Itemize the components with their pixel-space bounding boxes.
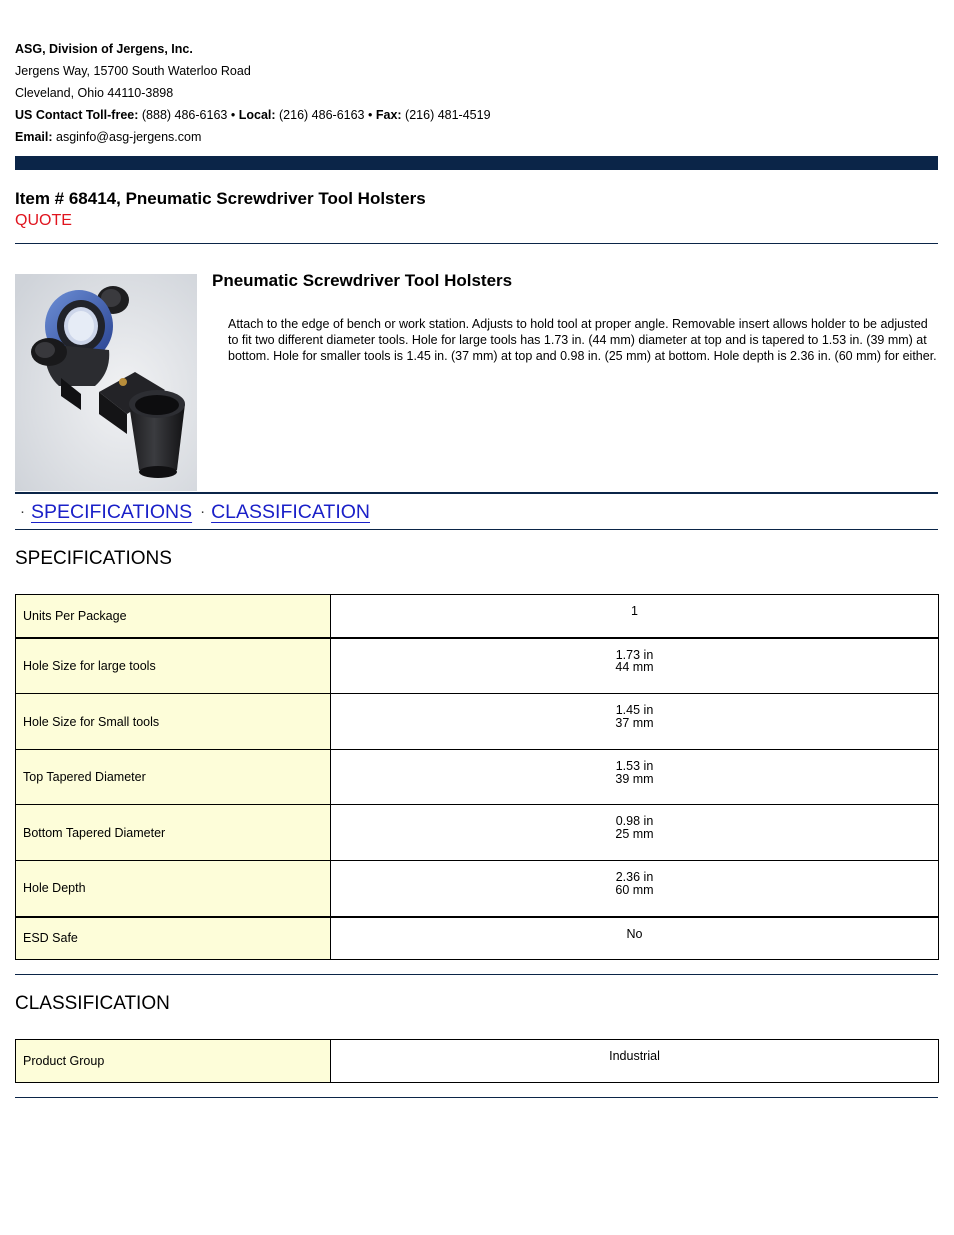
classification-heading: CLASSIFICATION	[15, 993, 170, 1014]
company-email-line	[15, 126, 938, 148]
fax-value: (216) 481-4519	[405, 108, 491, 122]
table-row	[16, 805, 939, 861]
tollfree-value: (888) 486-6163	[141, 108, 228, 122]
specifications-table	[15, 594, 939, 960]
table-row	[16, 1040, 939, 1083]
table-row	[16, 917, 939, 960]
section-nav	[20, 499, 378, 525]
spec-label: Top Tapered Diameter	[16, 750, 331, 805]
nav-bullet: ·	[20, 503, 25, 520]
spec-label: Hole Depth	[16, 861, 331, 917]
spec-value: 1.45 in 37 mm	[331, 694, 939, 750]
spec-value: 1	[331, 595, 939, 638]
local-value: (216) 486-6163	[279, 108, 365, 122]
company-address-line2: Cleveland, Ohio 44110-3898	[15, 86, 174, 100]
spec-label: ESD Safe	[16, 917, 331, 960]
table-row	[16, 694, 939, 750]
company-address-line1: Jergens Way, 15700 South Waterloo Road	[15, 64, 251, 78]
table-row	[16, 861, 939, 917]
classification-value: Industrial	[331, 1040, 939, 1083]
contact-separator: •	[230, 108, 236, 122]
header-bar	[15, 156, 938, 170]
quote-link[interactable]: QUOTE	[15, 212, 72, 229]
classification-table	[15, 1039, 939, 1083]
spec-value: 1.73 in 44 mm	[331, 638, 939, 694]
table-row	[16, 750, 939, 805]
spec-value: No	[331, 917, 939, 960]
tollfree-label: US Contact Toll-free:	[15, 108, 139, 122]
spec-value: 1.53 in 39 mm	[331, 750, 939, 805]
spec-value: 2.36 in 60 mm	[331, 861, 939, 917]
item-title: Item # 68414, Pneumatic Screwdriver Tool Holsters	[15, 189, 426, 208]
spec-value: 0.98 in 25 mm	[331, 805, 939, 861]
email-label: Email:	[15, 130, 53, 144]
contact-separator: •	[367, 108, 373, 122]
divider	[15, 529, 938, 530]
divider	[15, 243, 938, 244]
divider	[15, 1097, 938, 1098]
spec-label: Units Per Package	[16, 595, 331, 638]
email-value: asginfo@asg-jergens.com	[56, 130, 202, 144]
spec-label: Hole Size for large tools	[16, 638, 331, 694]
company-contact-line	[15, 104, 938, 126]
local-label: Local:	[238, 108, 276, 122]
product-heading: Pneumatic Screwdriver Tool Holsters	[212, 271, 513, 290]
divider	[15, 492, 938, 494]
table-row	[16, 595, 939, 638]
product-photo-svg	[15, 274, 197, 491]
table-row	[16, 638, 939, 694]
company-name: ASG, Division of Jergens, Inc.	[15, 42, 193, 56]
nav-link-specifications[interactable]: SPECIFICATIONS	[31, 501, 193, 523]
classification-label: Product Group	[16, 1040, 331, 1083]
divider	[15, 974, 938, 975]
nav-bullet: ·	[200, 503, 206, 520]
spec-label: Bottom Tapered Diameter	[16, 805, 331, 861]
nav-link-classification[interactable]: CLASSIFICATION	[211, 501, 370, 523]
spec-label: Hole Size for Small tools	[16, 694, 331, 750]
product-description: Attach to the edge of bench or work station. Adjusts to hold tool at proper angle. Removable insert allows holder to be adjusted to fit two different diameter tools. Hole for large tools has 1.73 in. (44 mm) diameter at top and is tapered to 1.53 in. (39 mm) at bottom. Hole for smaller tools is 1.45 in. (37 mm) at top and 0.98 in. (25 mm) at bottom. Hole depth is 2.36 in. (60 mm) for either.	[228, 317, 937, 363]
product-photo-icon	[15, 274, 197, 491]
fax-label: Fax:	[375, 108, 402, 122]
specifications-heading: SPECIFICATIONS	[15, 548, 172, 569]
company-info	[15, 38, 938, 148]
